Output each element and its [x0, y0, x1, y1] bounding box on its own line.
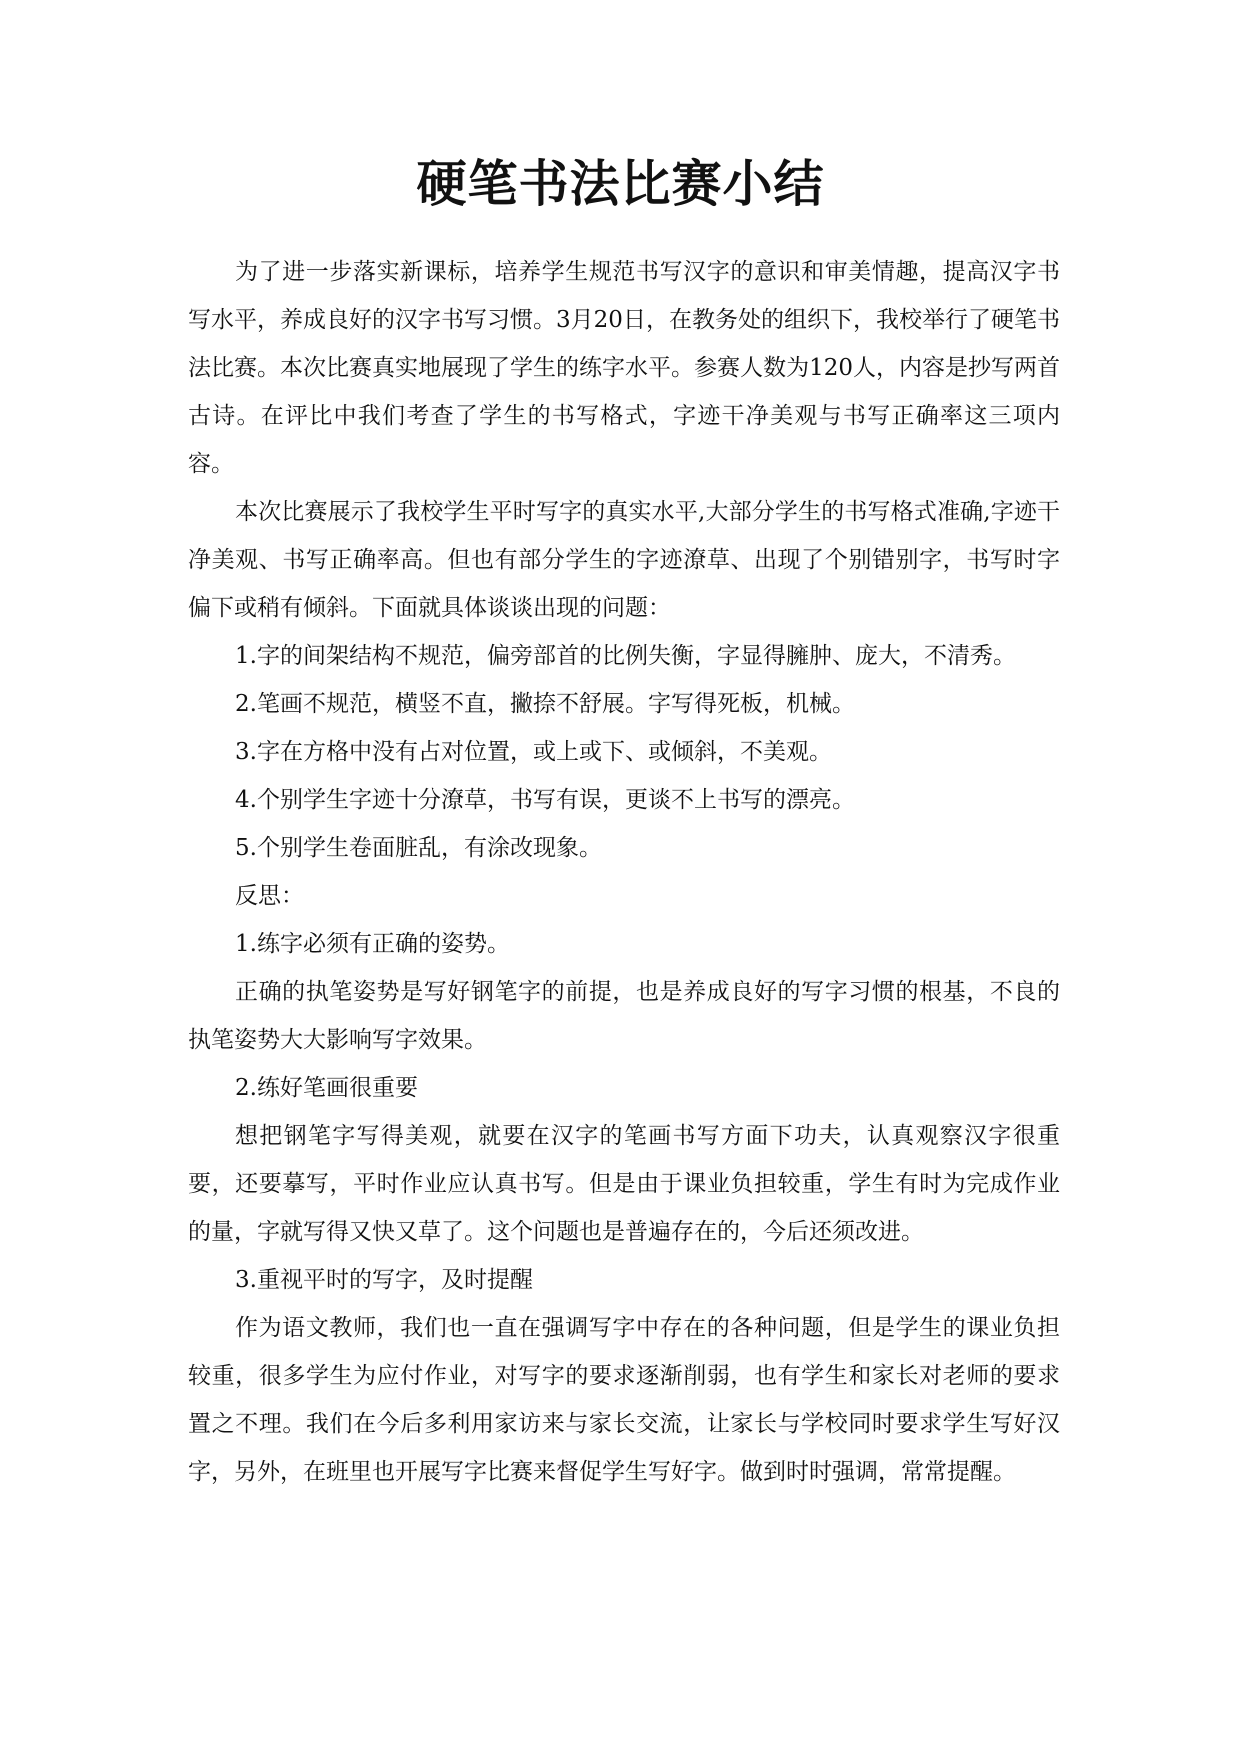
document-title: 硬笔书法比赛小结	[416, 154, 825, 213]
problem-item-3: 3.字在方格中没有占对位置，或上或下、或倾斜，不美观。	[235, 739, 832, 765]
problem-item-5: 5.个别学生卷面脏乱，有涂改现象。	[235, 835, 602, 861]
intro-paragraph: 为了进一步落实新课标，培养学生规范书写汉字的意识和审美情趣，提高汉字书写水平，养成良好的汉字书写习惯。3月20日，在教务处的组织下，我校举行了硬笔书法比赛。本次比赛真实地展现了学生的练字水平。参赛人数为120人，内容是抄写两首古诗。在评比中我们考查了学生的书写格式，字迹干净美观与书写正确率这三项内容。	[188, 259, 1060, 477]
document-body	[188, 248, 1060, 1496]
reflection-heading-3: 3.重视平时的写字，及时提醒	[235, 1267, 533, 1293]
summary-paragraph: 本次比赛展示了我校学生平时写字的真实水平,大部分学生的书写格式准确,字迹干净美观、书写正确率高。但也有部分学生的字迹潦草、出现了个别错别字，书写时字偏下或稍有倾斜。下面就具体谈谈出现的问题：	[188, 499, 1060, 621]
reflection-heading: 反思：	[235, 883, 304, 909]
problem-item-2: 2.笔画不规范，横竖不直，撇捺不舒展。字写得死板，机械。	[235, 691, 855, 717]
reflection-paragraph-1: 正确的执笔姿势是写好钢笔字的前提，也是养成良好的写字习惯的根基，不良的执笔姿势大大影响写字效果。	[188, 979, 1060, 1053]
problem-item-1: 1.字的间架结构不规范，偏旁部首的比例失衡，字显得臃肿、庞大，不清秀。	[235, 643, 1016, 669]
reflection-paragraph-3: 作为语文教师，我们也一直在强调写字中存在的各种问题，但是学生的课业负担较重，很多学生为应付作业，对写字的要求逐渐削弱，也有学生和家长对老师的要求置之不理。我们在今后多利用家访来与家长交流，让家长与学校同时要求学生写好汉字，另外，在班里也开展写字比赛来督促学生写好字。做到时时强调，常常提醒。	[188, 1315, 1060, 1485]
reflection-paragraph-2: 想把钢笔字写得美观，就要在汉字的笔画书写方面下功夫，认真观察汉字很重要，还要摹写，平时作业应认真书写。但是由于课业负担较重，学生有时为完成作业的量，字就写得又快又草了。这个问题也是普遍存在的，今后还须改进。	[188, 1123, 1060, 1245]
reflection-heading-2: 2.练好笔画很重要	[235, 1075, 418, 1101]
reflection-heading-1: 1.练字必须有正确的姿势。	[235, 931, 510, 957]
problem-item-4: 4.个别学生字迹十分潦草，书写有误，更谈不上书写的漂亮。	[235, 787, 855, 813]
